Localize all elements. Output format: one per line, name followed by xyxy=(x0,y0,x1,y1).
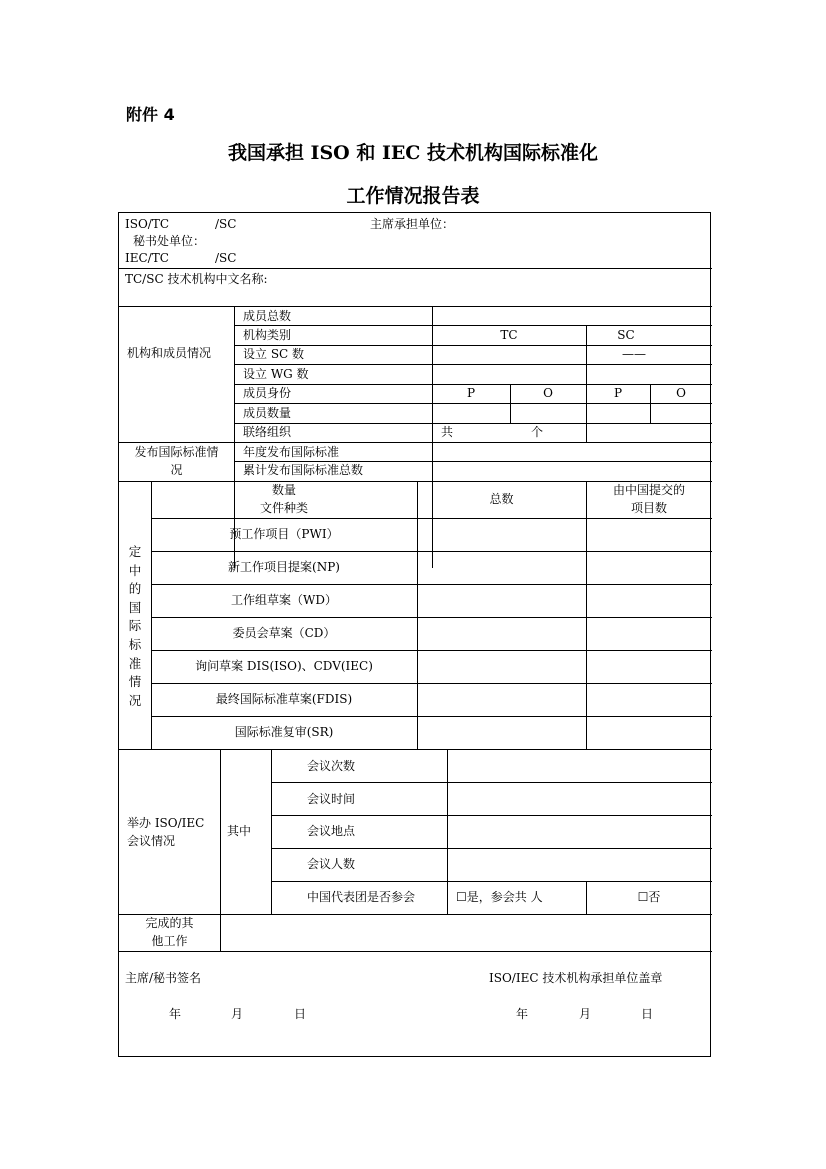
member-count-label: 成员数量 xyxy=(243,406,292,420)
sc-count-label: 设立 SC 数 xyxy=(243,347,305,361)
sc-p-label: P xyxy=(613,386,623,400)
attachment-label: 附件 4 xyxy=(126,105,175,124)
annual-pub-label: 年度发布国际标准 xyxy=(243,445,340,459)
row-np: 新工作项目提案(NP) xyxy=(228,560,340,574)
header-china-line1: 由中国提交的 xyxy=(612,483,685,497)
header-quantity: 数量 xyxy=(271,483,296,497)
row-fdis: 最终国际标准草案(FDIS) xyxy=(215,692,353,706)
tc-col-label: TC xyxy=(500,328,518,342)
china-delegation-label: 中国代表团是否参会 xyxy=(307,890,416,904)
org-type-label: 机构类别 xyxy=(243,328,292,342)
sc-col-label: SC xyxy=(617,328,635,342)
header-total: 总数 xyxy=(489,492,514,506)
org-section-label: 机构和成员情况 xyxy=(127,346,212,360)
wg-count-label: 设立 WG 数 xyxy=(243,367,309,381)
header-china-line2: 项目数 xyxy=(630,501,667,515)
chair-unit-label: 主席承担单位： xyxy=(370,217,455,231)
meeting-place-label: 会议地点 xyxy=(307,824,356,838)
iec-tc-label: IEC/TC xyxy=(125,251,169,265)
tc-o-label: O xyxy=(543,386,553,400)
row-pwi: 预工作项目（PWI） xyxy=(229,527,339,541)
total-members-label: 成员总数 xyxy=(243,309,292,323)
header-doc-type: 文件种类 xyxy=(259,501,308,515)
sign-day-left: 日 xyxy=(294,1007,307,1021)
member-status-label: 成员身份 xyxy=(243,386,292,400)
liaison-label: 联络组织 xyxy=(243,425,292,439)
stds-section-label: 定 中 的 国 际 标 准 情 况 xyxy=(128,544,142,708)
meeting-time-label: 会议时间 xyxy=(307,792,356,806)
row-wd: 工作组草案（WD） xyxy=(231,593,337,607)
row-sr: 国际标准复审(SR) xyxy=(234,725,334,739)
liaison-total-word: 共 xyxy=(441,425,454,439)
form-title-line1: 我国承担 ISO 和 IEC 技术机构国际标准化 xyxy=(227,142,599,164)
meeting-section-line1: 举办 ISO/IEC xyxy=(127,816,205,830)
other-work-line1: 完成的其 xyxy=(145,916,194,930)
iec-sc-label: /SC xyxy=(215,251,237,265)
seal-label: ISO/IEC 技术机构承担单位盖章 xyxy=(489,971,663,985)
iso-tc-label: ISO/TC xyxy=(125,217,170,231)
row-cd: 委员会草案（CD） xyxy=(232,626,336,640)
attend-yes-checkbox[interactable]: ☐是，参会共 人 xyxy=(456,890,543,904)
sign-month-left: 月 xyxy=(231,1007,244,1021)
sign-month-right: 月 xyxy=(579,1007,592,1021)
other-work-line2: 他工作 xyxy=(151,934,188,948)
pub-section-line2: 况 xyxy=(170,463,183,477)
sc-na-dash: —— xyxy=(622,347,646,361)
meeting-attendance-label: 会议人数 xyxy=(307,857,356,871)
row-dis: 询问草案 DIS(ISO)、CDV(IEC) xyxy=(195,659,373,673)
sign-day-right: 日 xyxy=(641,1007,654,1021)
of-which-label: 其中 xyxy=(227,824,252,838)
sign-year-right: 年 xyxy=(516,1007,529,1021)
chinese-name-label: TC/SC 技术机构中文名称: xyxy=(125,272,268,286)
sc-o-label: O xyxy=(676,386,686,400)
cumulative-pub-label: 累计发布国际标准总数 xyxy=(243,463,364,477)
pub-section-line1: 发布国际标准情 xyxy=(134,445,219,459)
secretariat-label: 秘书处单位： xyxy=(133,234,206,248)
iso-sc-label: /SC xyxy=(215,217,237,231)
attend-no-checkbox[interactable]: ☐否 xyxy=(637,890,661,904)
liaison-unit-word: 个 xyxy=(531,425,544,439)
tc-p-label: P xyxy=(466,386,476,400)
chair-signature-label: 主席/秘书签名 xyxy=(125,971,202,985)
meeting-count-label: 会议次数 xyxy=(307,759,356,773)
form-title-line2: 工作情况报告表 xyxy=(346,185,480,207)
meeting-section-line2: 会议情况 xyxy=(127,834,176,848)
report-form-table xyxy=(118,212,711,1057)
sign-year-left: 年 xyxy=(169,1007,182,1021)
